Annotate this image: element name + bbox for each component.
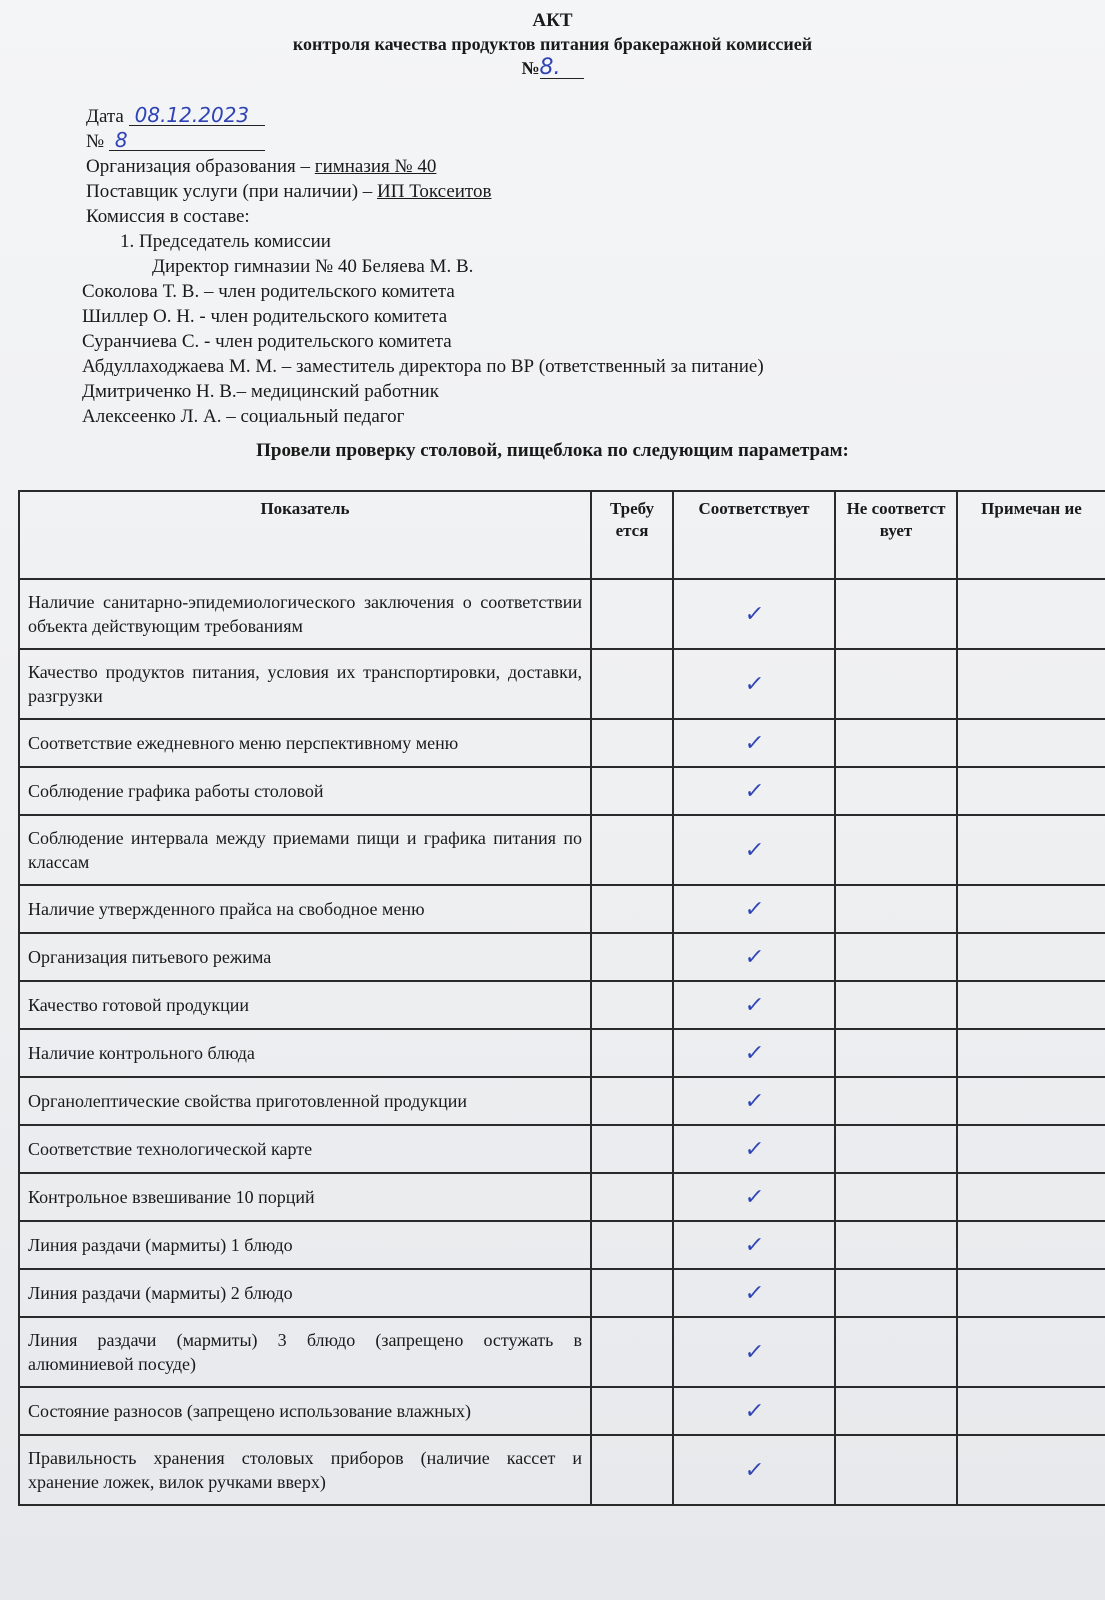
- inspection-table-wrap: [18, 490, 1105, 1506]
- header-not-complies: Не соответст вует: [835, 491, 957, 579]
- param-cell: Наличие утвержденного прайса на свободное меню: [19, 885, 591, 933]
- note-cell: [957, 981, 1105, 1029]
- required-cell: [591, 649, 673, 719]
- table-row: [19, 981, 1105, 1029]
- complies-cell: [673, 1173, 835, 1221]
- num-value: 8: [109, 130, 265, 151]
- not-complies-cell: [835, 1387, 957, 1435]
- param-cell: Линия раздачи (мармиты) 3 блюдо (запрещено остужать в алюминиевой посуде): [19, 1317, 591, 1387]
- not-complies-cell: [835, 1221, 957, 1269]
- required-cell: [591, 579, 673, 649]
- complies-cell: [673, 1435, 835, 1505]
- supplier-value: ИП Токсеитов: [377, 181, 492, 202]
- note-cell: [957, 815, 1105, 885]
- table-row: [19, 815, 1105, 885]
- table-row: [19, 1029, 1105, 1077]
- inspection-table: [18, 490, 1105, 1506]
- param-cell: Соблюдение интервала между приемами пищи и графика питания по классам: [19, 815, 591, 885]
- header-indicator: Показатель: [19, 491, 591, 579]
- table-row: [19, 767, 1105, 815]
- required-cell: [591, 719, 673, 767]
- param-cell: Соответствие технологической карте: [19, 1125, 591, 1173]
- supplier-line: [86, 179, 764, 204]
- not-complies-cell: [835, 1269, 957, 1317]
- required-cell: [591, 1269, 673, 1317]
- required-cell: [591, 767, 673, 815]
- not-complies-cell: [835, 1029, 957, 1077]
- required-cell: [591, 1029, 673, 1077]
- document-title: АКТ: [532, 10, 573, 31]
- complies-cell: [673, 579, 835, 649]
- member-item: Суранчиева С. - член родительского комитета: [82, 331, 452, 352]
- member-item: Дмитриченко Н. В.– медицинский работник: [82, 381, 439, 402]
- check-mark-icon: ✓: [743, 896, 765, 922]
- commission-label: Комиссия в составе:: [86, 206, 250, 227]
- not-complies-cell: [835, 719, 957, 767]
- not-complies-cell: [835, 1317, 957, 1387]
- org-value: гимназия № 40: [314, 156, 437, 177]
- number-value: 8.: [540, 58, 584, 79]
- check-mark-icon: ✓: [743, 992, 765, 1018]
- note-cell: [957, 1125, 1105, 1173]
- required-cell: [591, 1173, 673, 1221]
- not-complies-cell: [835, 649, 957, 719]
- not-complies-cell: [835, 981, 957, 1029]
- check-mark-icon: ✓: [743, 601, 765, 627]
- not-complies-cell: [835, 1435, 957, 1505]
- not-complies-cell: [835, 1125, 957, 1173]
- note-cell: [957, 1317, 1105, 1387]
- complies-cell: [673, 1029, 835, 1077]
- member-item: Шиллер О. Н. - член родительского комитета: [82, 306, 448, 327]
- number-label: №: [521, 58, 540, 78]
- not-complies-cell: [835, 1173, 957, 1221]
- member-item: Абдуллаходжаева М. М. – заместитель директора по ВР (ответственный за питание): [82, 356, 764, 377]
- section-title: Провели проверку столовой, пищеблока по следующим параметрам:: [256, 440, 849, 461]
- complies-cell: [673, 885, 835, 933]
- required-cell: [591, 981, 673, 1029]
- check-mark-icon: ✓: [743, 1398, 765, 1424]
- table-row: [19, 1221, 1105, 1269]
- required-cell: [591, 1317, 673, 1387]
- required-cell: [591, 1077, 673, 1125]
- required-cell: [591, 1435, 673, 1505]
- table-row: [19, 885, 1105, 933]
- check-mark-icon: ✓: [743, 730, 765, 756]
- complies-cell: [673, 1221, 835, 1269]
- note-cell: [957, 767, 1105, 815]
- member-item: Соколова Т. В. – член родительского комитета: [82, 281, 455, 302]
- not-complies-cell: [835, 933, 957, 981]
- note-cell: [957, 1221, 1105, 1269]
- num-label: №: [86, 131, 105, 152]
- required-cell: [591, 1125, 673, 1173]
- header-required: Требу ется: [591, 491, 673, 579]
- table-row: [19, 1387, 1105, 1435]
- note-cell: [957, 885, 1105, 933]
- required-cell: [591, 933, 673, 981]
- required-cell: [591, 1387, 673, 1435]
- param-cell: Органолептические свойства приготовленной продукции: [19, 1077, 591, 1125]
- supplier-label: Поставщик услуги (при наличии) –: [86, 181, 378, 202]
- not-complies-cell: [835, 885, 957, 933]
- check-mark-icon: ✓: [743, 837, 765, 863]
- table-header-row: [19, 491, 1105, 579]
- check-mark-icon: ✓: [743, 1280, 765, 1306]
- note-cell: [957, 1173, 1105, 1221]
- complies-cell: [673, 1317, 835, 1387]
- param-cell: Правильность хранения столовых приборов (наличие кассет и хранение ложек, вилок ручками вверх): [19, 1435, 591, 1505]
- note-cell: [957, 1077, 1105, 1125]
- note-cell: [957, 1435, 1105, 1505]
- param-cell: Соблюдение графика работы столовой: [19, 767, 591, 815]
- param-cell: Качество готовой продукции: [19, 981, 591, 1029]
- table-row: [19, 933, 1105, 981]
- table-row: [19, 1435, 1105, 1505]
- param-cell: Линия раздачи (мармиты) 1 блюдо: [19, 1221, 591, 1269]
- org-label: Организация образования –: [86, 156, 315, 177]
- check-mark-icon: ✓: [743, 778, 765, 804]
- note-cell: [957, 719, 1105, 767]
- param-cell: Наличие санитарно-эпидемиологического заключения о соответствии объекта действующим требованиям: [19, 579, 591, 649]
- chair-label: 1. Председатель комиссии: [120, 231, 331, 252]
- complies-cell: [673, 1125, 835, 1173]
- member-item: Алексеенко Л. А. – социальный педагог: [82, 406, 405, 427]
- complies-cell: [673, 1387, 835, 1435]
- required-cell: [591, 1221, 673, 1269]
- param-cell: Наличие контрольного блюда: [19, 1029, 591, 1077]
- not-complies-cell: [835, 579, 957, 649]
- table-row: [19, 1125, 1105, 1173]
- note-cell: [957, 1029, 1105, 1077]
- param-cell: Организация питьевого режима: [19, 933, 591, 981]
- check-mark-icon: ✓: [743, 944, 765, 970]
- document-number: [0, 55, 1105, 80]
- table-row: [19, 579, 1105, 649]
- check-mark-icon: ✓: [743, 1457, 765, 1483]
- header-complies: Соответствует: [673, 491, 835, 579]
- complies-cell: [673, 1269, 835, 1317]
- org-line: [86, 154, 764, 179]
- required-cell: [591, 815, 673, 885]
- date-label: Дата: [86, 106, 124, 127]
- not-complies-cell: [835, 815, 957, 885]
- complies-cell: [673, 767, 835, 815]
- param-cell: Качество продуктов питания, условия их транспортировки, доставки, разгрузки: [19, 649, 591, 719]
- note-cell: [957, 649, 1105, 719]
- note-cell: [957, 579, 1105, 649]
- param-cell: Линия раздачи (мармиты) 2 блюдо: [19, 1269, 591, 1317]
- check-mark-icon: ✓: [743, 671, 765, 697]
- check-mark-icon: ✓: [743, 1088, 765, 1114]
- complies-cell: [673, 649, 835, 719]
- act-info: [82, 103, 764, 429]
- date-value: 08.12.2023: [129, 105, 265, 126]
- num-line: [86, 129, 764, 154]
- param-cell: Состояние разносов (запрещено использование влажных): [19, 1387, 591, 1435]
- complies-cell: [673, 815, 835, 885]
- required-cell: [591, 885, 673, 933]
- check-mark-icon: ✓: [743, 1136, 765, 1162]
- complies-cell: [673, 719, 835, 767]
- note-cell: [957, 1269, 1105, 1317]
- not-complies-cell: [835, 767, 957, 815]
- complies-cell: [673, 1077, 835, 1125]
- table-row: [19, 1173, 1105, 1221]
- complies-cell: [673, 981, 835, 1029]
- table-row: [19, 1269, 1105, 1317]
- param-cell: Соответствие ежедневного меню перспективному меню: [19, 719, 591, 767]
- table-row: [19, 1317, 1105, 1387]
- table-row: [19, 719, 1105, 767]
- table-row: [19, 649, 1105, 719]
- note-cell: [957, 933, 1105, 981]
- header-note: Примечан ие: [957, 491, 1105, 579]
- date-line: [86, 104, 764, 129]
- check-mark-icon: ✓: [743, 1184, 765, 1210]
- document-subtitle: контроля качества продуктов питания бракеражной комиссией: [292, 34, 813, 54]
- chair-value: Директор гимназии № 40 Беляева М. В.: [152, 256, 474, 277]
- check-mark-icon: ✓: [743, 1232, 765, 1258]
- check-mark-icon: ✓: [743, 1040, 765, 1066]
- not-complies-cell: [835, 1077, 957, 1125]
- complies-cell: [673, 933, 835, 981]
- table-row: [19, 1077, 1105, 1125]
- check-mark-icon: ✓: [743, 1339, 765, 1365]
- note-cell: [957, 1387, 1105, 1435]
- param-cell: Контрольное взвешивание 10 порций: [19, 1173, 591, 1221]
